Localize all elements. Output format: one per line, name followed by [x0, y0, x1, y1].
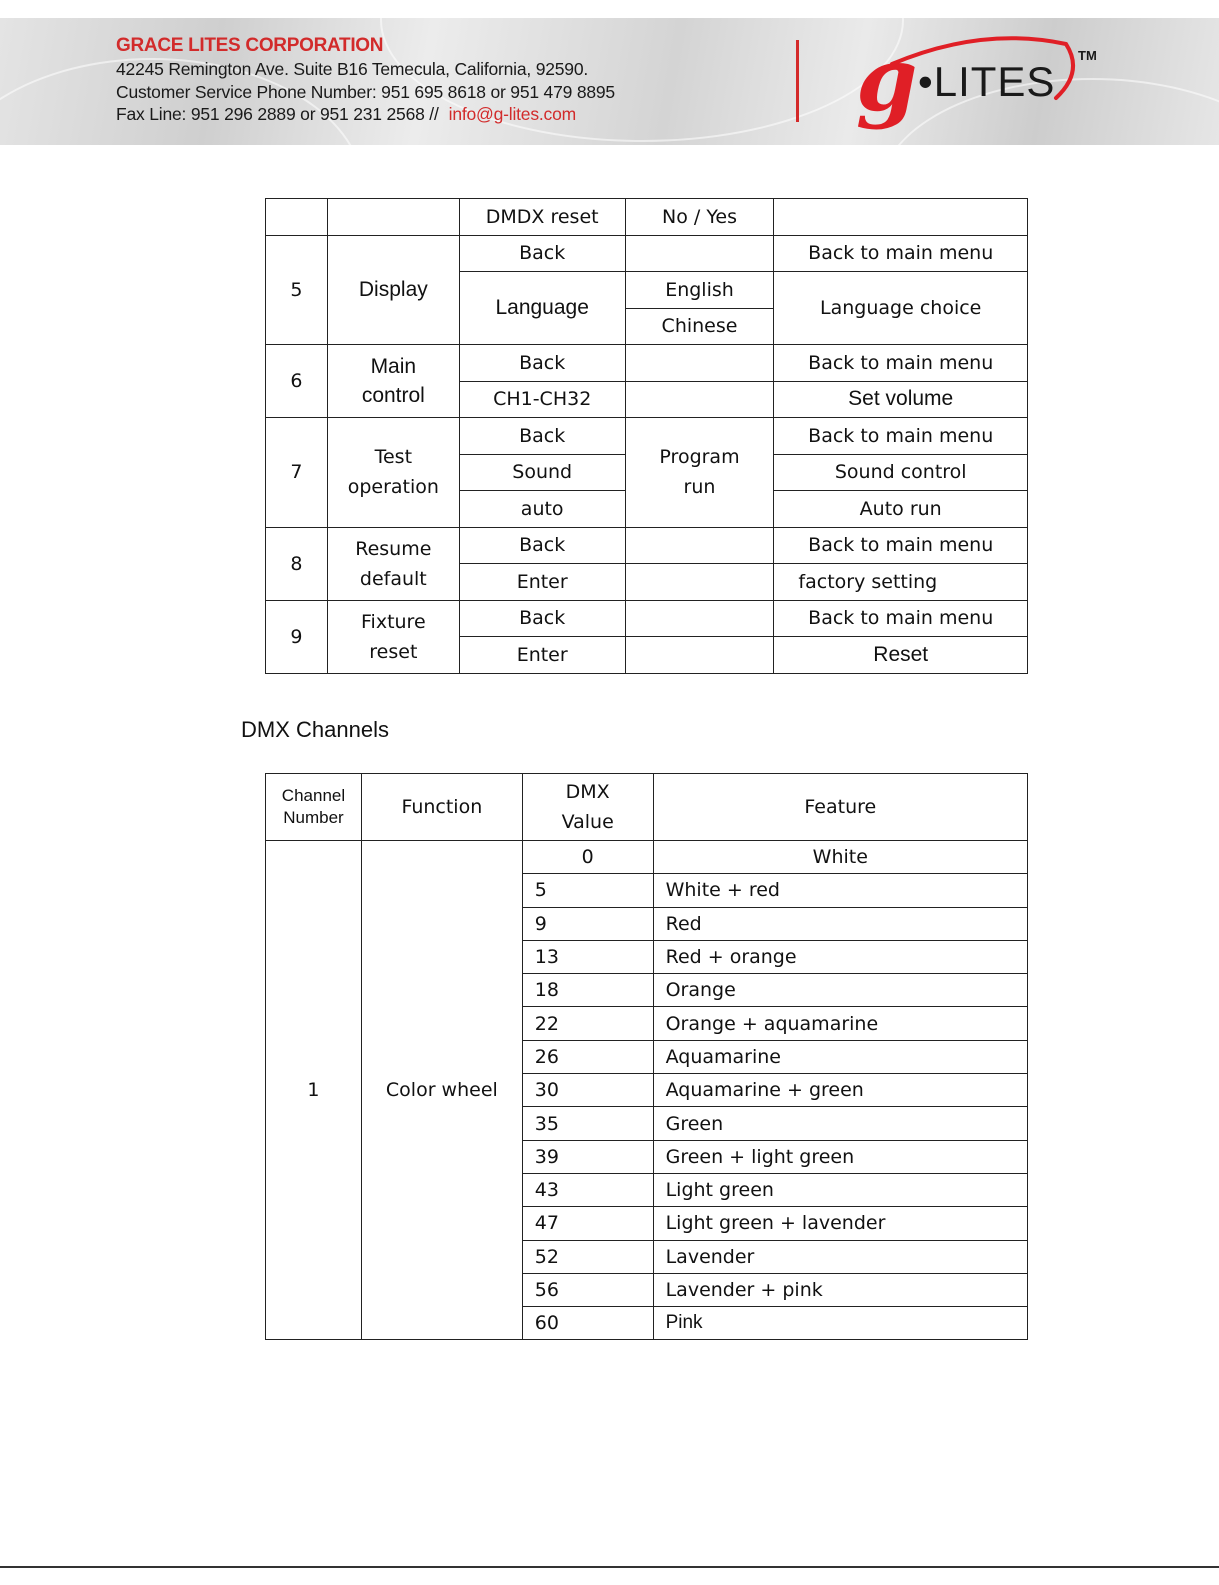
table-row [266, 418, 1028, 455]
table-row [266, 600, 1028, 637]
dmx-value: 60 [522, 1307, 653, 1340]
dmx-value: 13 [522, 940, 653, 973]
dmx-value: 56 [522, 1273, 653, 1306]
dmx-value: 22 [522, 1007, 653, 1040]
dmx-value: 18 [522, 974, 653, 1007]
company-address: 42245 Remington Ave. Suite B16 Temecula, California, 92590. [116, 59, 589, 79]
option-value: Chinese [625, 308, 774, 345]
menu-name [327, 527, 459, 600]
letterhead-banner [0, 18, 1219, 145]
table-row [266, 841, 1028, 874]
header-line: DMX [565, 781, 610, 803]
table-cell [625, 345, 774, 382]
company-fax-email [116, 103, 615, 126]
table-row [266, 235, 1028, 272]
column-header-function: Function [361, 774, 522, 841]
submenu-item: Enter [459, 564, 625, 601]
g-lites-logo-graphic [852, 32, 1122, 132]
submenu-description: Reset [774, 637, 1028, 674]
mode-line: run [683, 476, 716, 499]
menu-name-line: default [359, 567, 427, 590]
table-cell [625, 600, 774, 637]
channel-number: 1 [266, 841, 362, 1340]
logo-trademark: TM [1078, 48, 1097, 63]
menu-name-line: Fixture [361, 610, 426, 633]
submenu-description: Back to main menu [774, 235, 1028, 272]
header-divider [796, 40, 799, 122]
dmx-value: 0 [522, 841, 653, 874]
column-header-dmx-value [522, 774, 653, 841]
dmx-feature: Aquamarine [653, 1040, 1027, 1073]
table-cell [774, 199, 1028, 236]
submenu-description: Back to main menu [774, 600, 1028, 637]
menu-name-line: operation [347, 476, 439, 499]
dmx-value: 35 [522, 1107, 653, 1140]
table-cell [327, 199, 459, 236]
menu-name: Display [327, 235, 459, 345]
header-line: Channel [281, 786, 346, 805]
submenu-description: Back to main menu [774, 345, 1028, 382]
dmx-feature: Aquamarine + green [653, 1074, 1027, 1107]
menu-number: 9 [266, 600, 328, 673]
dmx-feature: Red + orange [653, 940, 1027, 973]
menu-name-line: Main [370, 355, 417, 378]
company-phone: Customer Service Phone Number: 951 695 8618 or 951 479 8895 [116, 81, 615, 102]
menu-name [327, 600, 459, 673]
dmx-feature: White + red [653, 874, 1027, 907]
submenu-item: Language [459, 272, 625, 345]
table-header-row [266, 774, 1028, 841]
submenu-item: Back [459, 527, 625, 564]
dmx-feature: Red [653, 907, 1027, 940]
company-contact-block [116, 34, 615, 126]
submenu-item: auto [459, 491, 625, 528]
submenu-item: Sound [459, 454, 625, 491]
submenu-description: Sound control [774, 454, 1028, 491]
dmx-feature: Lavender + pink [653, 1273, 1027, 1306]
header-line: Value [561, 811, 614, 833]
dmx-value: 39 [522, 1140, 653, 1173]
dmx-feature: Green + light green [653, 1140, 1027, 1173]
column-header-channel [266, 774, 362, 841]
dmx-feature: Light green + lavender [653, 1207, 1027, 1240]
dmx-channels-table [265, 773, 1028, 1340]
table-cell [625, 235, 774, 272]
table-cell [625, 527, 774, 564]
dmx-table-body [266, 841, 1028, 1340]
menu-name-line: Resume [355, 537, 432, 560]
logo-wordmark: •LITES [918, 58, 1056, 105]
table-cell [625, 564, 774, 601]
submenu-item: Back [459, 235, 625, 272]
dmx-feature: Green [653, 1107, 1027, 1140]
menu-name [327, 345, 459, 418]
table-row [266, 527, 1028, 564]
table-row [266, 199, 1028, 236]
company-fax: Fax Line: 951 296 2889 or 951 231 2568 // [116, 104, 439, 124]
table-cell [266, 199, 328, 236]
menu-number: 5 [266, 235, 328, 345]
dmx-value: 5 [522, 874, 653, 907]
dmdx-reset-value: No / Yes [625, 199, 774, 236]
submenu-description: Back to main menu [774, 527, 1028, 564]
submenu-description: Language choice [774, 272, 1028, 345]
submenu-description: Back to main menu [774, 418, 1028, 455]
mode-line: Program [659, 446, 740, 469]
channel-function: Color wheel [361, 841, 522, 1340]
mode-value [625, 418, 774, 528]
submenu-item: Back [459, 345, 625, 382]
menu-settings-table [265, 198, 1028, 674]
page-bottom-rule [0, 1566, 1219, 1568]
column-header-feature: Feature [653, 774, 1027, 841]
dmx-feature: Lavender [653, 1240, 1027, 1273]
dmx-value: 9 [522, 907, 653, 940]
dmx-value: 43 [522, 1173, 653, 1206]
menu-number: 8 [266, 527, 328, 600]
submenu-item: Enter [459, 637, 625, 674]
submenu-item: Back [459, 418, 625, 455]
company-name: GRACE LITES CORPORATION [116, 35, 384, 56]
table-cell [625, 637, 774, 674]
dmx-value: 52 [522, 1240, 653, 1273]
company-email-link[interactable]: info@g-lites.com [448, 104, 577, 124]
option-value: English [625, 272, 774, 309]
submenu-item: Back [459, 600, 625, 637]
submenu-item: CH1-CH32 [459, 381, 625, 418]
dmx-feature: Pink [653, 1307, 1027, 1340]
dmx-feature: Light green [653, 1173, 1027, 1206]
dmx-value: 47 [522, 1207, 653, 1240]
dmdx-reset-label: DMDX reset [459, 199, 625, 236]
dmx-value: 30 [522, 1074, 653, 1107]
header-line: Number [283, 808, 344, 827]
table-cell [625, 381, 774, 418]
menu-name [327, 418, 459, 528]
menu-number: 7 [266, 418, 328, 528]
dmx-feature: White [653, 841, 1027, 874]
submenu-description: Auto run [774, 491, 1028, 528]
g-lites-logo [852, 32, 1122, 132]
table-row [266, 345, 1028, 382]
dmx-value: 26 [522, 1040, 653, 1073]
menu-number: 6 [266, 345, 328, 418]
menu-name-line: reset [369, 640, 418, 663]
dmx-feature: Orange [653, 974, 1027, 1007]
dmx-feature: Orange + aquamarine [653, 1007, 1027, 1040]
submenu-description: factory setting [774, 564, 1028, 601]
section-title: DMX Channels [241, 717, 389, 742]
menu-name-line: control [361, 384, 425, 407]
menu-name-line: Test [374, 446, 413, 469]
submenu-description: Set volume [774, 381, 1028, 418]
logo-g-letter: g [856, 32, 918, 131]
